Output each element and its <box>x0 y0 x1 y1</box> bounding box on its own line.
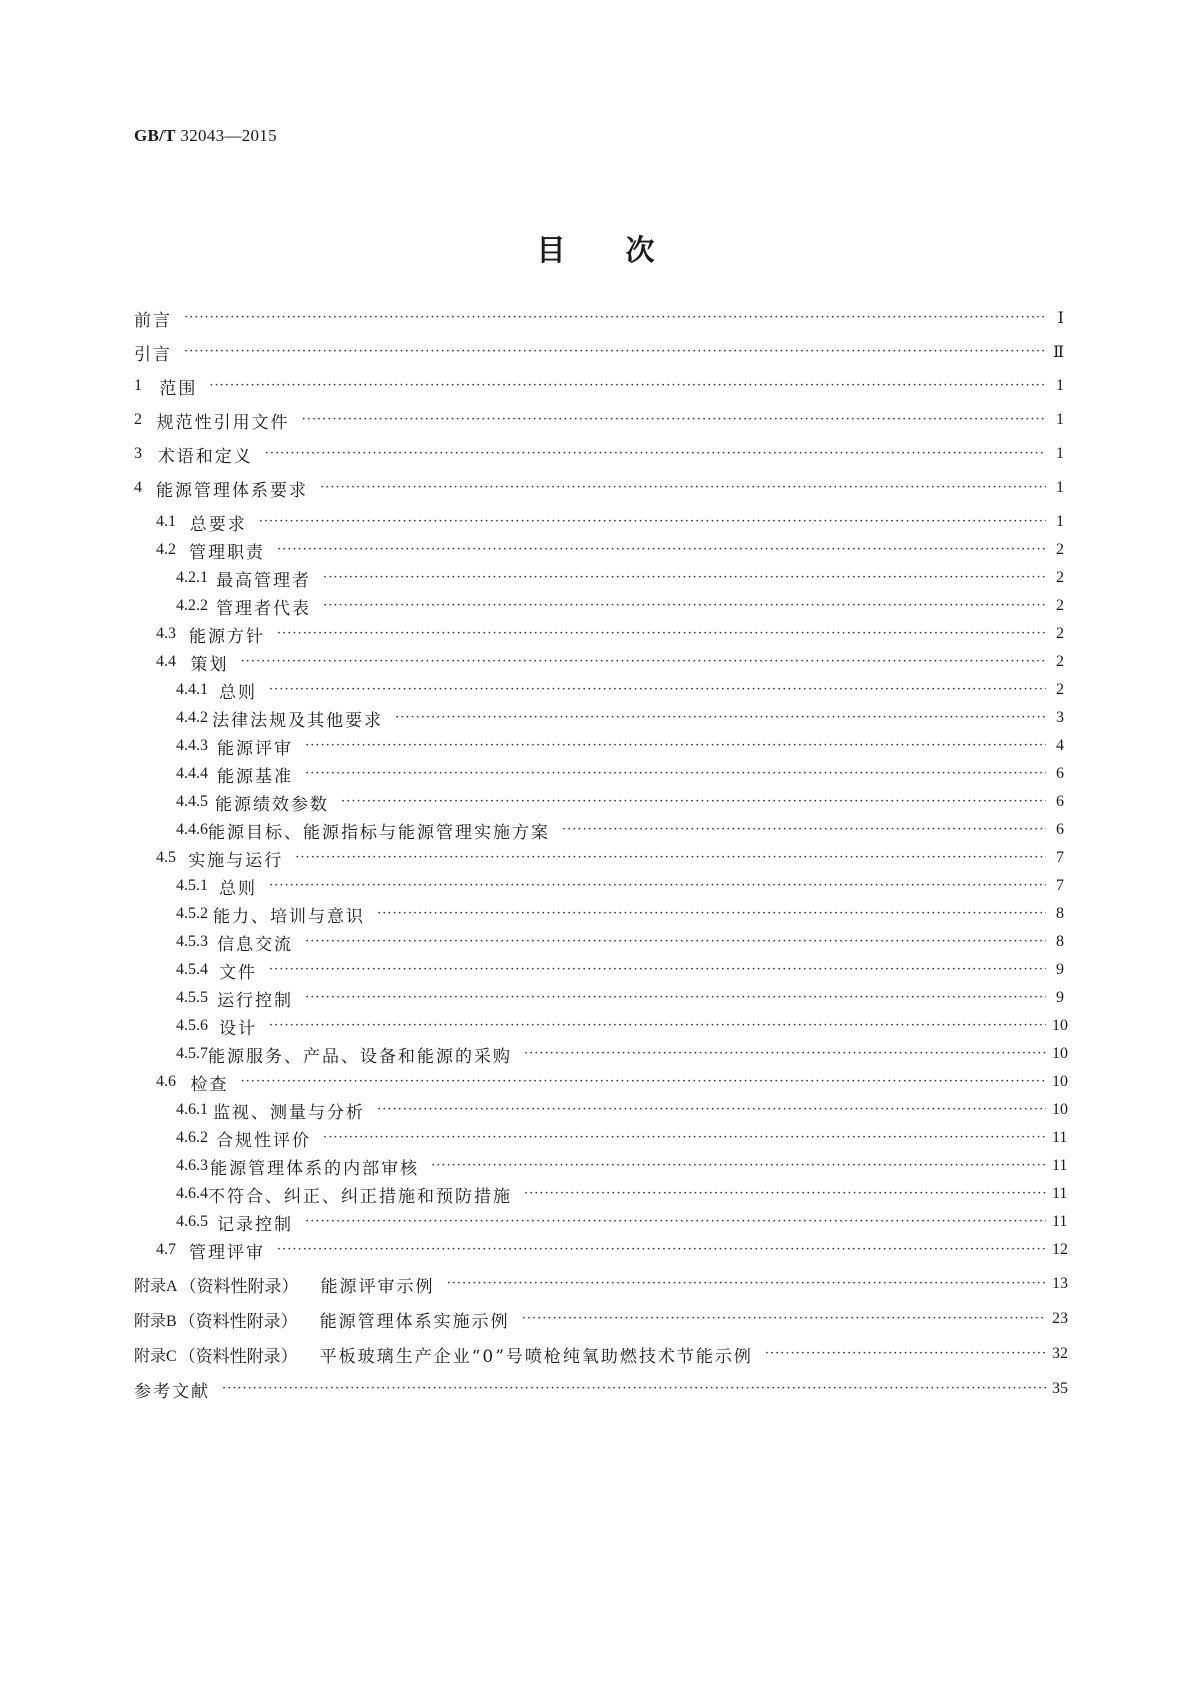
toc-entry-4-5-2[interactable] <box>134 899 1064 929</box>
toc-entry-annex-a[interactable] <box>134 1269 1068 1299</box>
toc-number: 4.5.7 <box>176 1045 208 1062</box>
toc-title: 能源管理体系实施示例 <box>319 1311 510 1332</box>
toc-entry-4-5-4[interactable] <box>134 955 1064 985</box>
toc-page: 10 <box>1052 1101 1068 1118</box>
toc-entry-annex-b[interactable] <box>134 1304 1068 1334</box>
toc-page: 11 <box>1052 1157 1068 1174</box>
toc-page: 7 <box>1056 877 1064 894</box>
toc-number: 4.4.4 <box>176 765 208 782</box>
toc-leader-dots <box>269 962 1046 977</box>
toc-leader-dots <box>305 934 1046 949</box>
toc-title: 法律法规及其他要求 <box>212 710 384 731</box>
toc-page: 1 <box>1056 445 1064 462</box>
toc-entry-4-2[interactable] <box>134 535 1064 565</box>
toc-number: 4.5.4 <box>176 961 208 978</box>
toc-leader-dots <box>295 850 1046 865</box>
toc-title: 能源基准 <box>217 766 294 787</box>
toc-number: 1 <box>134 377 142 394</box>
toc-number: 4.5.3 <box>176 933 208 950</box>
toc-number: 4.5.1 <box>176 877 208 894</box>
toc-entry-4-5-1[interactable] <box>134 871 1064 901</box>
toc-number: 4.4.1 <box>176 681 208 698</box>
toc-page: 7 <box>1056 849 1064 866</box>
toc-leader-dots <box>209 378 1046 393</box>
toc-entry-4-4-1[interactable] <box>134 675 1064 705</box>
toc-page: 6 <box>1056 821 1064 838</box>
toc-page: 8 <box>1056 905 1064 922</box>
toc-title: 策划 <box>190 654 229 675</box>
toc-number: 4.4 <box>156 653 176 670</box>
toc-page: 10 <box>1052 1045 1068 1062</box>
toc-annex-note: （资料性附录） <box>178 1346 298 1367</box>
toc-number: 4.6.5 <box>176 1213 208 1230</box>
toc-leader-dots <box>765 1346 1046 1361</box>
toc-title: 术语和定义 <box>157 446 253 467</box>
toc-entry-1[interactable] <box>134 371 1064 401</box>
toc-entry-4-6[interactable] <box>134 1067 1068 1097</box>
toc-number: 2 <box>134 411 142 428</box>
toc-leader-dots <box>524 1046 1046 1061</box>
toc-leader-dots <box>522 1311 1046 1326</box>
toc-title: 管理评审 <box>188 1242 265 1263</box>
toc-title: 检查 <box>190 1074 229 1095</box>
toc-number: 4.4.3 <box>176 737 208 754</box>
toc-leader-dots <box>269 1018 1046 1033</box>
toc-page: 1 <box>1056 411 1064 428</box>
toc-number: 4.2.1 <box>176 569 208 586</box>
toc-title: 能源绩效参数 <box>215 794 330 815</box>
toc-annex-note: （资料性附录） <box>178 1311 298 1332</box>
toc-leader-dots <box>305 1214 1046 1229</box>
toc-title: 实施与运行 <box>188 850 284 871</box>
toc-page: 11 <box>1052 1129 1068 1146</box>
toc-entry-4-7[interactable] <box>134 1235 1068 1265</box>
toc-leader-dots <box>241 654 1046 669</box>
toc-leader-dots <box>377 906 1046 921</box>
toc-leader-dots <box>222 1381 1046 1396</box>
toc-title: 规范性引用文件 <box>156 412 290 433</box>
toc-number: 4.5 <box>156 849 176 866</box>
toc-entry-4-5-3[interactable] <box>134 927 1064 957</box>
toc-leader-dots <box>259 514 1046 529</box>
toc-page: 6 <box>1056 765 1064 782</box>
toc-page: 23 <box>1052 1310 1068 1327</box>
toc-leader-dots <box>524 1186 1046 1201</box>
toc-number: 4.5.2 <box>176 905 208 922</box>
toc-entry-4-2-1[interactable] <box>134 563 1064 593</box>
toc-leader-dots <box>562 822 1046 837</box>
toc-leader-dots <box>277 626 1046 641</box>
toc-leader-dots <box>431 1158 1046 1173</box>
page-title: 目次 <box>536 233 715 267</box>
toc-leader-dots <box>302 412 1046 427</box>
toc-title: 总则 <box>219 682 258 703</box>
toc-page: 11 <box>1052 1213 1068 1230</box>
toc-leader-dots <box>184 344 1046 359</box>
toc-title: 不符合、纠正、纠正措施和预防措施 <box>208 1186 512 1207</box>
toc-page: 1 <box>1056 377 1064 394</box>
toc-entry-2[interactable] <box>134 405 1064 435</box>
toc-number: 4.6 <box>156 1073 176 1090</box>
toc-number: 4.5.6 <box>176 1017 208 1034</box>
toc-number: 4.4.2 <box>176 709 208 726</box>
toc-page: Ⅱ <box>1053 344 1064 361</box>
toc-number: 4.6.3 <box>176 1157 208 1174</box>
toc-entry-4-4-5[interactable] <box>134 787 1064 817</box>
toc-page: 2 <box>1056 569 1064 586</box>
toc-title: 能源管理体系要求 <box>156 480 309 501</box>
toc-title: 引言 <box>134 344 172 365</box>
toc-number: 4.4.5 <box>176 793 208 810</box>
toc-entry-4-4[interactable] <box>134 647 1064 677</box>
toc-title: 总则 <box>219 878 258 899</box>
toc-leader-dots <box>305 738 1046 753</box>
toc-title: 运行控制 <box>217 990 294 1011</box>
toc-title: 前言 <box>134 310 172 331</box>
toc-page: Ⅰ <box>1057 310 1064 327</box>
toc-page: 35 <box>1052 1380 1068 1397</box>
toc-page: 8 <box>1056 933 1064 950</box>
toc-title: 能源评审示例 <box>320 1276 435 1297</box>
toc-page: 9 <box>1056 989 1064 1006</box>
toc-leader-dots <box>305 990 1046 1005</box>
toc-page: 12 <box>1052 1241 1068 1258</box>
toc-title: 能力、培训与意识 <box>213 906 366 927</box>
toc-leader-dots <box>184 310 1046 325</box>
toc-page: 2 <box>1056 653 1064 670</box>
toc-leader-dots <box>341 794 1046 809</box>
toc-entry-4-4-2[interactable] <box>134 703 1064 733</box>
toc-title: 管理职责 <box>188 542 265 563</box>
toc-entry-4-4-3[interactable] <box>134 731 1064 761</box>
toc-leader-dots <box>277 542 1046 557</box>
toc-entry-4[interactable] <box>134 473 1064 503</box>
toc-title: 记录控制 <box>217 1214 294 1235</box>
toc-entry-3[interactable] <box>134 439 1064 469</box>
toc-page: 9 <box>1056 961 1064 978</box>
toc-number: 附录B <box>134 1312 177 1330</box>
toc-leader-dots <box>269 682 1046 697</box>
toc-leader-dots <box>323 598 1046 613</box>
toc-page: 11 <box>1052 1185 1068 1202</box>
toc-title: 平板玻璃生产企业“0”号喷枪纯氧助燃技术节能示例 <box>319 1346 753 1367</box>
toc-page: 10 <box>1052 1017 1068 1034</box>
toc-page: 10 <box>1052 1073 1068 1090</box>
toc-entry-foreword[interactable] <box>134 303 1064 333</box>
toc-entry-4-6-2[interactable] <box>134 1123 1068 1153</box>
toc-entry-4-4-6[interactable] <box>134 815 1064 845</box>
toc-number: 附录A <box>134 1277 178 1295</box>
toc-title: 信息交流 <box>217 934 294 955</box>
toc-entry-4-6-5[interactable] <box>134 1207 1068 1237</box>
toc-leader-dots <box>241 1074 1046 1089</box>
toc-entry-4-6-3[interactable] <box>134 1151 1068 1181</box>
toc-page: 1 <box>1056 479 1064 496</box>
toc-title: 能源目标、能源指标与能源管理实施方案 <box>208 822 550 843</box>
toc-number: 4 <box>134 479 142 496</box>
toc-entry-4-5-7[interactable] <box>134 1039 1068 1069</box>
toc-leader-dots <box>323 1130 1046 1145</box>
toc-entry-4-5[interactable] <box>134 843 1064 873</box>
toc-leader-dots <box>395 710 1046 725</box>
toc-number: 4.2 <box>156 541 176 558</box>
toc-entry-references[interactable] <box>134 1374 1068 1404</box>
toc-title: 能源管理体系的内部审核 <box>210 1158 420 1179</box>
toc-number: 4.7 <box>156 1241 176 1258</box>
toc-leader-dots <box>265 446 1046 461</box>
toc-title: 参考文献 <box>134 1381 210 1402</box>
toc-title: 监视、测量与分析 <box>213 1102 366 1123</box>
toc-title: 能源服务、产品、设备和能源的采购 <box>208 1046 512 1067</box>
toc-number: 4.3 <box>156 625 176 642</box>
toc-page: 2 <box>1056 597 1064 614</box>
toc-page: 3 <box>1056 709 1064 726</box>
toc-title: 总要求 <box>189 514 247 535</box>
toc-number: 4.6.4 <box>176 1185 208 1202</box>
toc-leader-dots <box>305 766 1046 781</box>
toc-leader-dots <box>277 1242 1046 1257</box>
toc-leader-dots <box>377 1102 1046 1117</box>
toc-number: 4.6.2 <box>176 1129 208 1146</box>
toc-leader-dots <box>320 480 1046 495</box>
toc-page: 2 <box>1056 625 1064 642</box>
toc-leader-dots <box>269 878 1046 893</box>
standard-prefix: GB/T <box>134 126 176 145</box>
toc-title: 管理者代表 <box>216 598 312 619</box>
toc-page: 2 <box>1056 541 1064 558</box>
toc-page: 1 <box>1056 513 1064 530</box>
toc-title: 能源评审 <box>217 738 294 759</box>
toc-annex-note: （资料性附录） <box>179 1276 299 1297</box>
toc-title: 能源方针 <box>188 626 265 647</box>
toc-number: 4.4.6 <box>176 821 208 838</box>
toc-number: 4.5.5 <box>176 989 208 1006</box>
toc-title: 范围 <box>159 378 198 399</box>
toc-number: 4.1 <box>156 513 176 530</box>
toc-entry-introduction[interactable] <box>134 337 1064 367</box>
toc-leader-dots <box>323 570 1046 585</box>
toc-entry-4-6-4[interactable] <box>134 1179 1068 1209</box>
toc-number: 4.6.1 <box>176 1101 208 1118</box>
toc-page: 32 <box>1052 1345 1068 1362</box>
toc-title: 最高管理者 <box>216 570 312 591</box>
toc-title: 设计 <box>219 1018 258 1039</box>
toc-entry-4-2-2[interactable] <box>134 591 1064 621</box>
toc-number: 4.2.2 <box>176 597 208 614</box>
toc-entry-4-5-5[interactable] <box>134 983 1064 1013</box>
toc-number: 附录C <box>134 1347 177 1365</box>
toc-entry-4-5-6[interactable] <box>134 1011 1068 1041</box>
toc-entry-4-4-4[interactable] <box>134 759 1064 789</box>
toc-entry-annex-c[interactable] <box>134 1339 1068 1369</box>
toc-entry-4-6-1[interactable] <box>134 1095 1068 1125</box>
toc-title: 合规性评价 <box>216 1130 312 1151</box>
toc-leader-dots <box>447 1276 1046 1291</box>
toc-title: 文件 <box>219 962 258 983</box>
toc-page: 13 <box>1052 1275 1068 1292</box>
toc-page: 2 <box>1056 681 1064 698</box>
toc-entry-4-1[interactable] <box>134 507 1064 537</box>
toc-entry-4-3[interactable] <box>134 619 1064 649</box>
standard-number: 32043—2015 <box>180 126 277 145</box>
toc-page: 4 <box>1056 737 1064 754</box>
toc-page: 6 <box>1056 793 1064 810</box>
toc-number: 3 <box>134 445 142 462</box>
